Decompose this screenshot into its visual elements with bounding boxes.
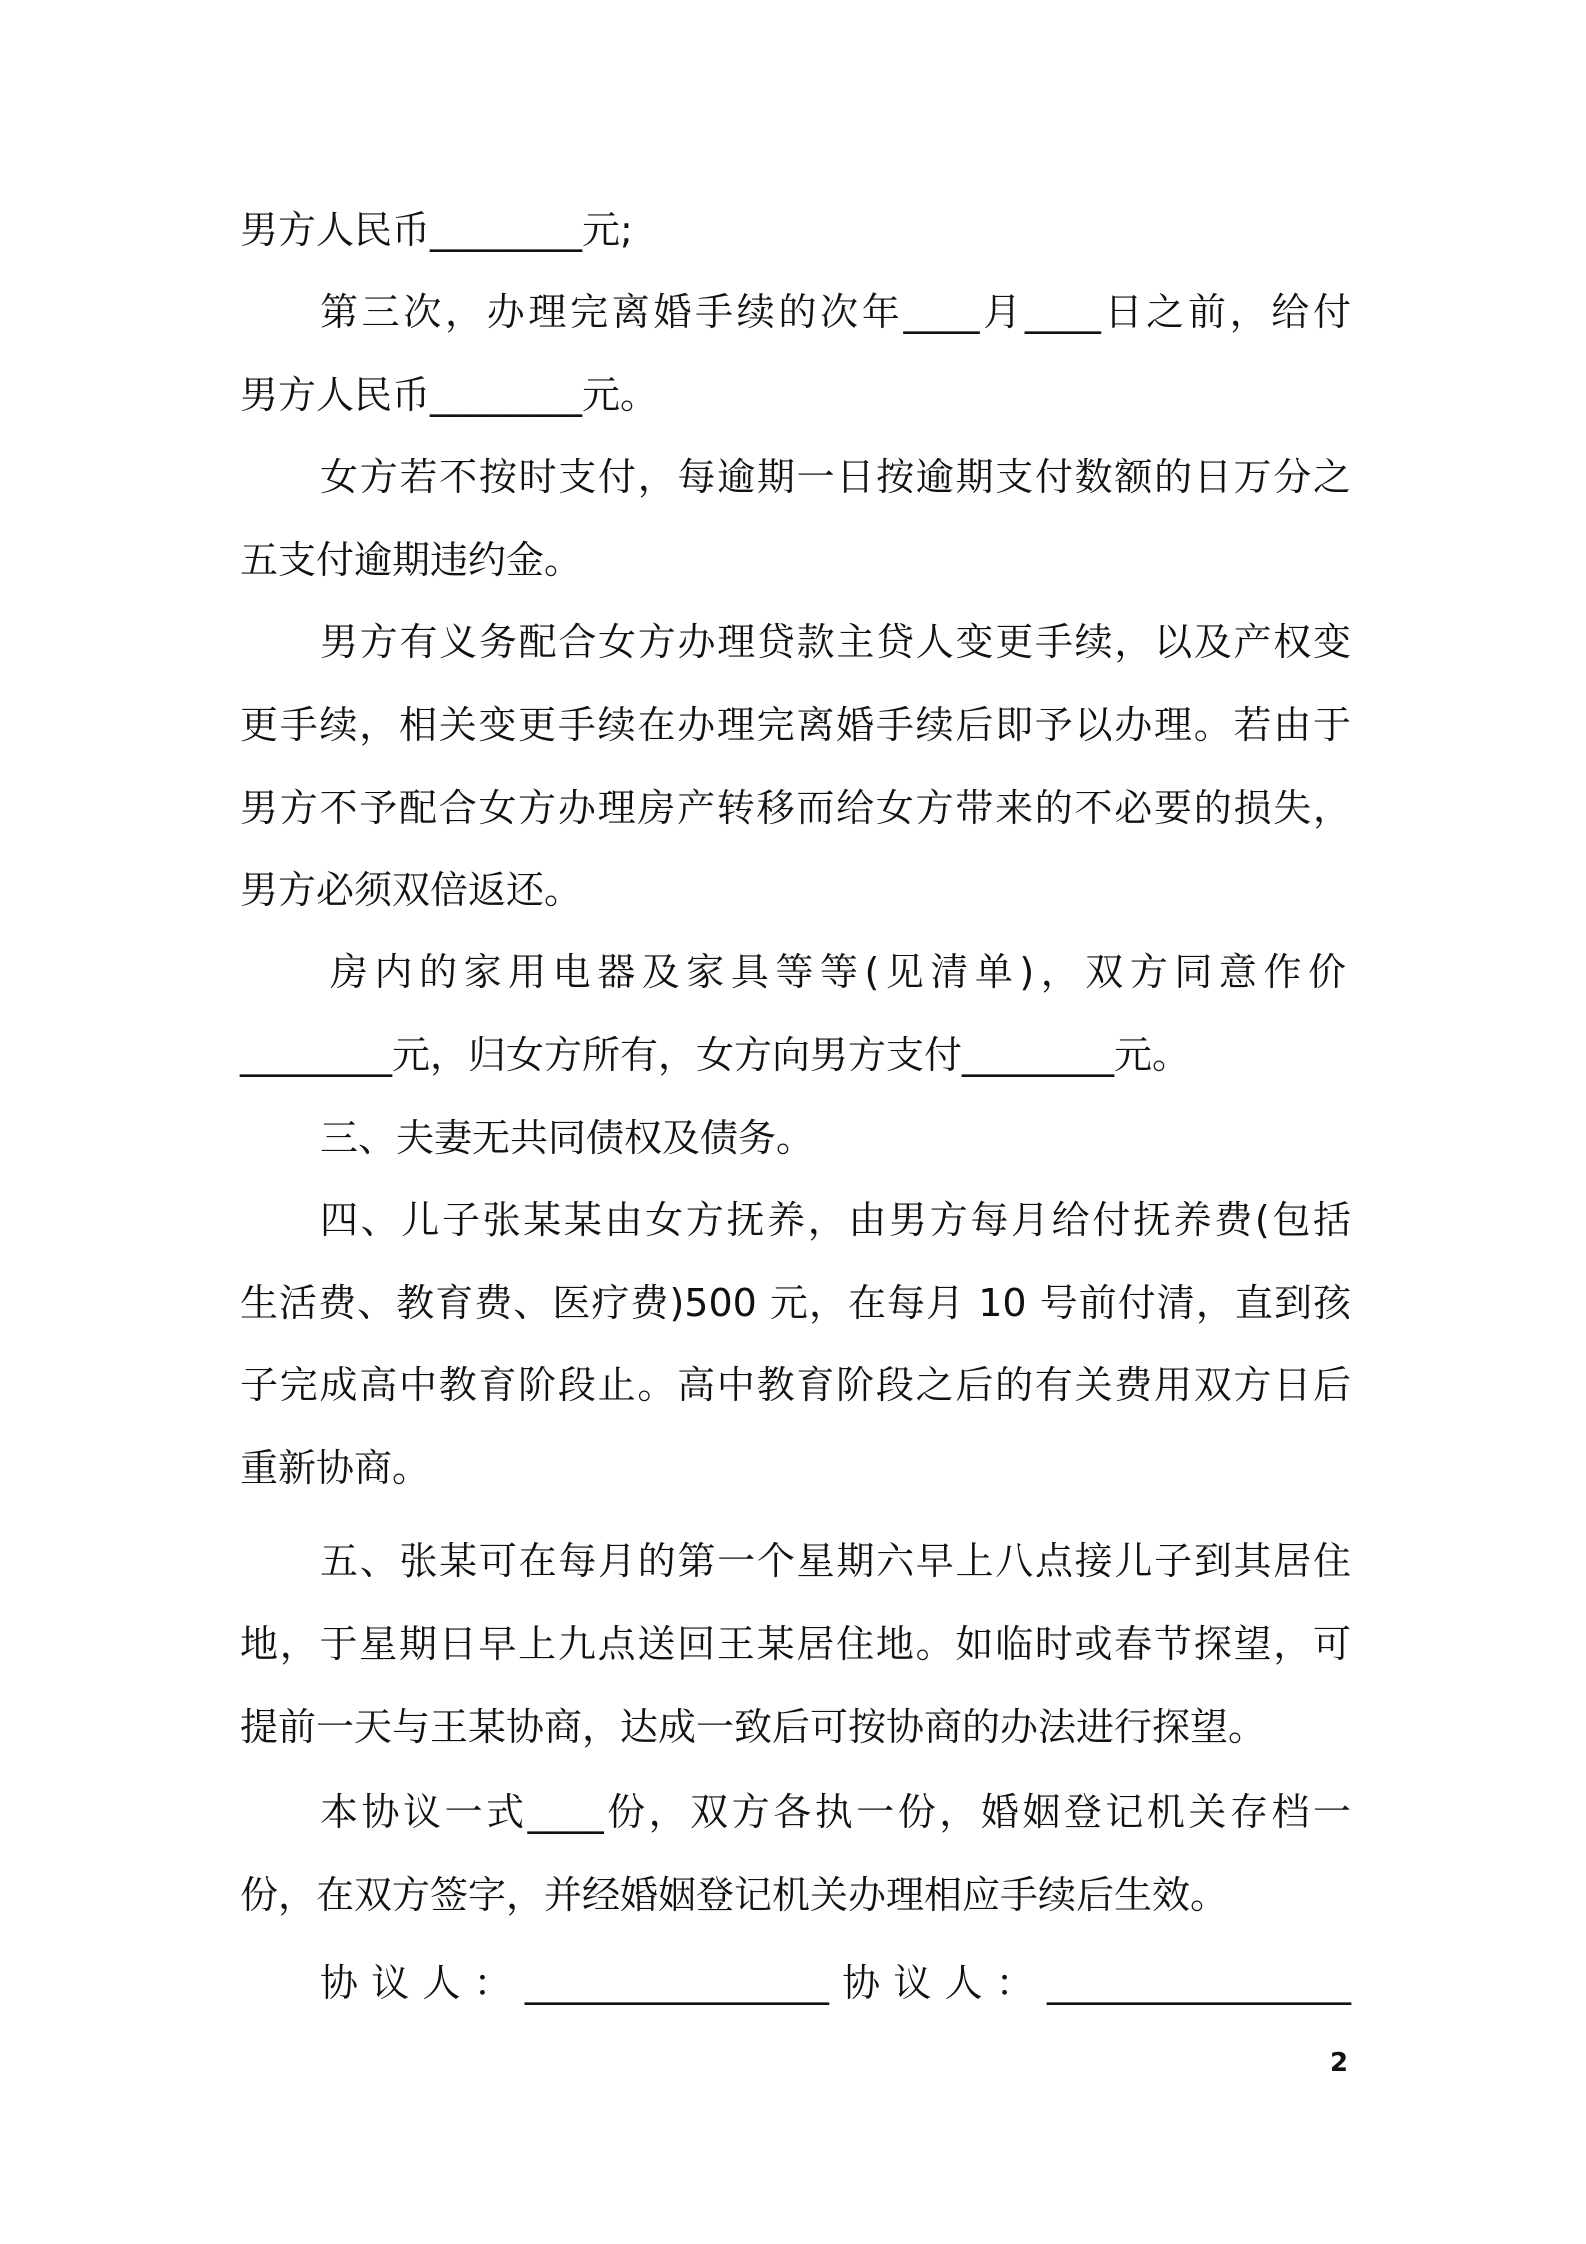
text-line: 五支付逾期违约金。 [240,538,583,582]
text-line: 子完成高中教育阶段止。高中教育阶段之后的有关费用双方日后 [240,1363,1351,1407]
text-line: 五、张某可在每月的第一个星期六早上八点接儿子到其居住 [320,1539,1351,1583]
text-line: 女方若不按时支付，每逾期一日按逾期支付数额的日万分之 [320,455,1351,499]
text-line: 更手续，相关变更手续在办理完离婚手续后即予以办理。若由于 [240,703,1351,747]
text-line: 提前一天与王某协商，达成一致后可按协商的办法进行探望。 [240,1705,1267,1749]
text-line: 重新协商。 [240,1446,431,1490]
text-line: 男方不予配合女方办理房产转移而给女方带来的不必要的损失， [240,786,1351,830]
text-line: 本协议一式____份，双方各执一份，婚姻登记机关存档一 [320,1790,1351,1834]
text-line: 第三次，办理完离婚手续的次年____月____日之前，给付 [320,290,1351,334]
text-line: 男方必须双倍返还。 [240,868,583,912]
text-line: ________元，归女方所有，女方向男方支付________元。 [240,1033,1191,1077]
text-line: 男方人民币________元。 [240,373,659,417]
text-line: 份，在双方签字，并经婚姻登记机关办理相应手续后生效。 [240,1873,1229,1917]
text-line: 生活费、教育费、医疗费)500 元，在每月 10 号前付清，直到孩 [240,1281,1351,1325]
signature-line: 协议人：________________协议人：________________ [320,1961,1351,2005]
text-line: 三、夫妻无共同债权及债务。 [320,1116,815,1160]
text-line: 男方有义务配合女方办理贷款主贷人变更手续，以及产权变 [320,620,1351,664]
text-line: 房内的家用电器及家具等等(见清单)，双方同意作价 [330,950,1351,994]
page-number: 2 [1330,2048,1349,2078]
text-line: 四、儿子张某某由女方抚养，由男方每月给付抚养费(包括 [320,1198,1351,1242]
text-line: 男方人民币________元; [240,208,633,252]
text-line: 地，于星期日早上九点送回王某居住地。如临时或春节探望，可 [240,1622,1351,1666]
